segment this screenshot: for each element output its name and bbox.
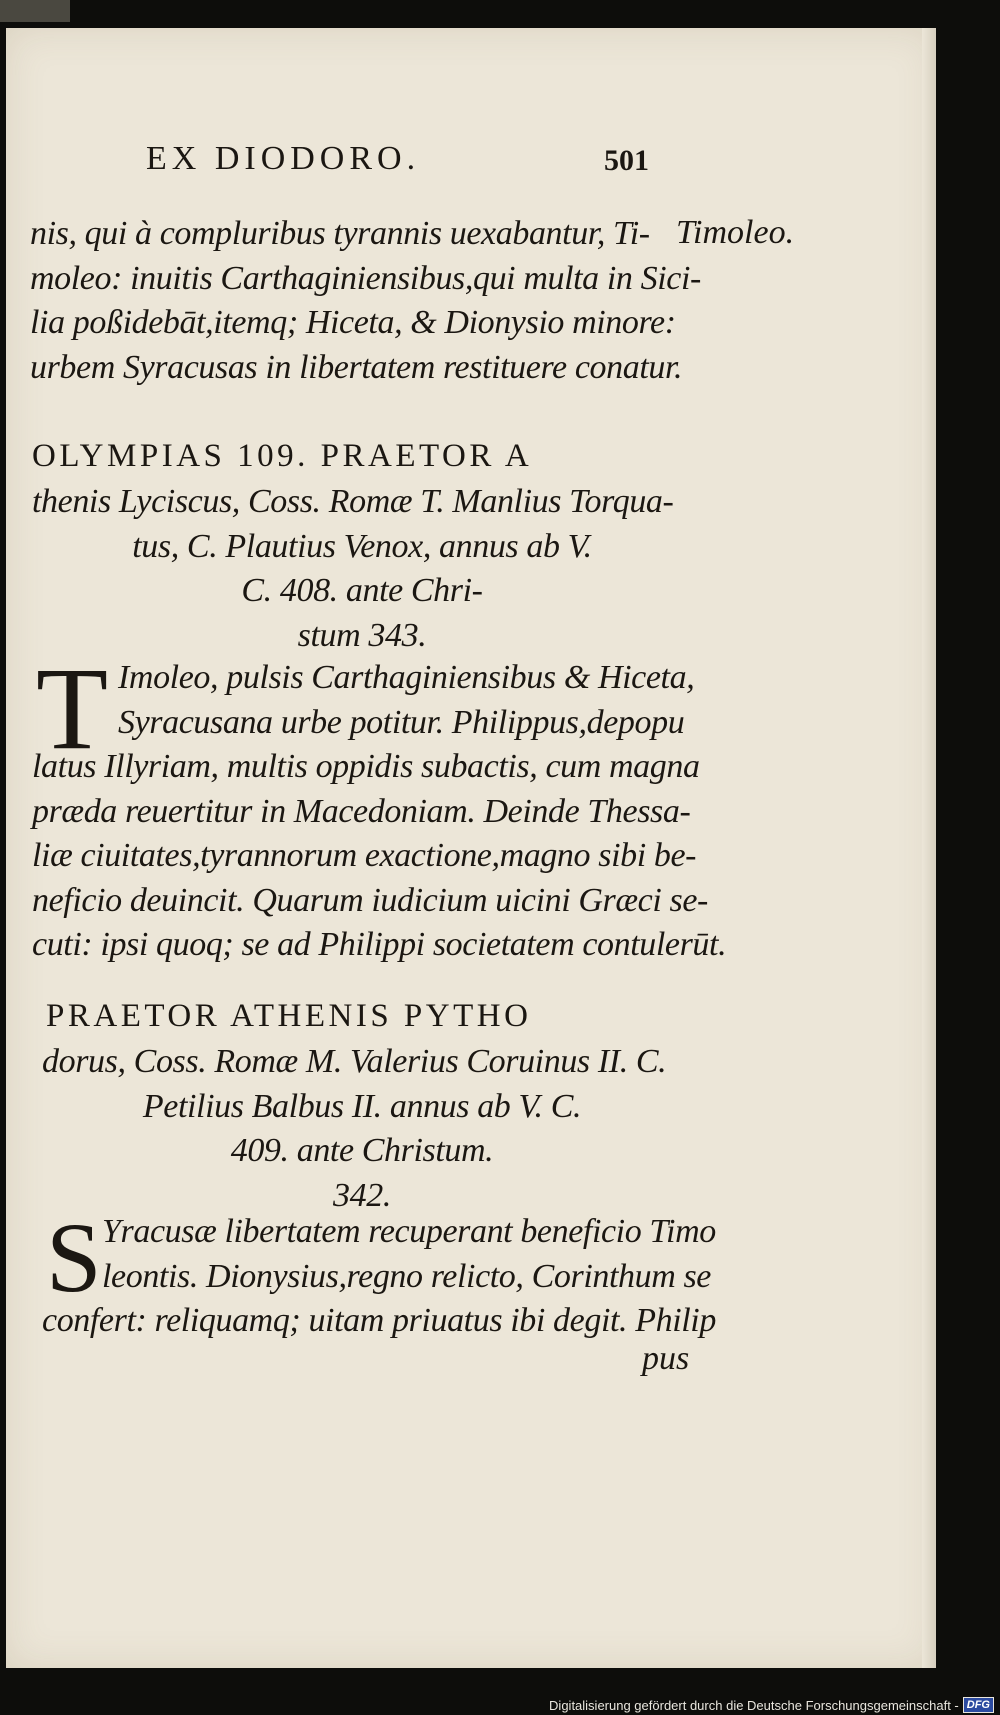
credit-text: Digitalisierung gefördert durch die Deutsche Forschungsgemeinschaft - bbox=[549, 1697, 959, 1713]
catchword: pus bbox=[642, 1340, 690, 1377]
drop-cap: T bbox=[36, 643, 109, 774]
text-line: liæ ciuitates,tyrannorum exactione,magno sibi be- bbox=[32, 837, 697, 874]
heading-line: C. 408. ante Chri- bbox=[241, 572, 483, 609]
text-line: neficio deuincit. Quarum iudicium uicini Græci se- bbox=[32, 881, 708, 919]
text-line: Imoleo, pulsis Carthaginiensibus & Hiceta, bbox=[118, 659, 695, 696]
heading-line: dorus, Coss. Romæ M. Valerius Coruinus II. C. bbox=[42, 1043, 667, 1080]
text-line: cuti: ipsi quoq; se ad Philippi societatem contulerūt. bbox=[32, 926, 727, 963]
paragraph-timoleo bbox=[32, 656, 726, 968]
text-line: urbem Syracusas in libertatem restituere conatur. bbox=[30, 348, 683, 386]
margin-note: Timoleo. bbox=[676, 214, 795, 251]
text-line: confert: reliquamq; uitam priuatus ibi degit. Philip bbox=[42, 1302, 716, 1339]
heading-line: tus, C. Plautius Venox, annus ab V. bbox=[132, 527, 592, 565]
dfg-logo-icon: DFG bbox=[963, 1697, 994, 1713]
heading-line: 409. ante Christum. bbox=[230, 1132, 494, 1169]
heading-line: thenis Lyciscus, Coss. Romæ T. Manlius Torqua- bbox=[32, 483, 674, 520]
section-heading-praetor: PRAETOR ATHENIS PYTHO bbox=[46, 998, 532, 1034]
summary-block bbox=[30, 212, 701, 390]
heading-line: stum 343. bbox=[297, 616, 427, 654]
text-line: latus Illyriam, multis oppidis subactis, cum magna bbox=[32, 748, 700, 785]
drop-cap: S bbox=[46, 1202, 102, 1313]
scan-frame-top bbox=[0, 0, 70, 22]
text-line: moleo: inuitis Carthaginiensibus,qui multa in Sici- bbox=[30, 259, 701, 297]
paragraph-syracusae bbox=[42, 1202, 716, 1344]
text-line: Yracusæ libertatem recuperant beneficio Timo bbox=[102, 1213, 716, 1250]
text-line: leontis. Dionysius,regno relicto, Corinthum se bbox=[102, 1257, 711, 1295]
text-line: præda reuertitur in Macedoniam. Deinde Thessa- bbox=[32, 792, 691, 830]
section-heading-continuation bbox=[32, 480, 692, 658]
page-edge-shadow bbox=[922, 28, 936, 1668]
text-line: lia poßidebāt,itemq; Hiceta, & Dionysio minore: bbox=[30, 304, 676, 341]
section-heading-olympias: OLYMPIAS 109. PRAETOR A bbox=[32, 438, 533, 474]
digitization-credit bbox=[549, 1697, 994, 1713]
page-number: 501 bbox=[604, 144, 649, 177]
section-heading-continuation bbox=[42, 1040, 682, 1218]
heading-line: 342. bbox=[333, 1176, 391, 1214]
heading-line: Petilius Balbus II. annus ab V. C. bbox=[142, 1087, 582, 1125]
text-line: nis, qui à compluribus tyrannis uexabantur, Ti- bbox=[30, 215, 650, 252]
book-page bbox=[6, 28, 936, 1668]
text-line: Syracusana urbe potitur. Philippus,depopu bbox=[118, 703, 685, 741]
running-head: EX DIODORO. bbox=[146, 140, 421, 177]
